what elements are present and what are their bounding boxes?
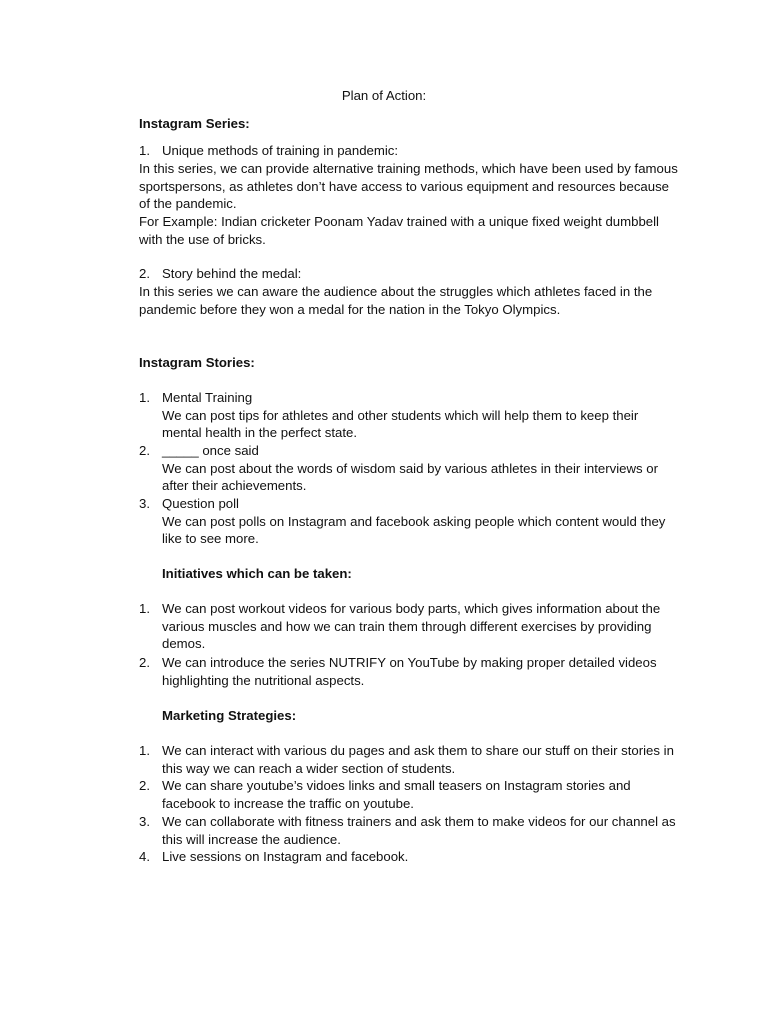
marketing-item-3: We can collaborate with fitness trainers and ask them to make videos for our channel as this will increase the audience. xyxy=(162,814,676,847)
stories-item-2-number: 2. xyxy=(139,443,150,458)
stories-item-3-body: We can post polls on Instagram and facebook asking people which content would they like to see more. xyxy=(162,513,666,547)
series-item-2-title: Story behind the medal: xyxy=(162,266,302,281)
stories-item-1-body: We can post tips for athletes and other students which will help them to keep their mental health in the perfect state. xyxy=(162,407,639,441)
instagram-stories-heading: Instagram Stories: xyxy=(139,355,255,370)
series-item-2-number: 2. xyxy=(139,266,150,281)
initiatives-item-1: We can post workout videos for various body parts, which gives information about the various muscles and how we can train them through different exercises by providing demos. xyxy=(162,601,661,652)
initiatives-item-2-number: 2. xyxy=(139,655,150,670)
marketing-item-4-number: 4. xyxy=(139,849,150,864)
marketing-item-1-number: 1. xyxy=(139,743,150,758)
series-item-1-example: For Example: Indian cricketer Poonam Yadav trained with a unique fixed weight dumbbell with the use of bricks. xyxy=(139,214,659,247)
marketing-item-2-number: 2. xyxy=(139,778,150,793)
initiatives-item-2: We can introduce the series NUTRIFY on YouTube by making proper detailed videos highlighting the nutritional aspects. xyxy=(162,655,657,688)
marketing-item-1: We can interact with various du pages and ask them to share our stuff on their stories in this way we can reach a wider section of students. xyxy=(162,743,674,776)
series-item-1-title: Unique methods of training in pandemic: xyxy=(162,143,399,158)
series-item-1-number: 1. xyxy=(139,143,150,158)
marketing-item-3-number: 3. xyxy=(139,814,150,829)
document-title: Plan of Action: xyxy=(341,88,427,103)
stories-item-2 xyxy=(162,442,678,495)
marketing-item-2: We can share youtube’s vidoes links and small teasers on Instagram stories and facebook to increase the traffic on youtube. xyxy=(162,778,631,811)
stories-item-1-title: Mental Training xyxy=(162,390,253,405)
marketing-item-4: Live sessions on Instagram and facebook. xyxy=(162,849,409,864)
stories-item-3-title: Question poll xyxy=(162,496,239,511)
marketing-heading: Marketing Strategies: xyxy=(162,708,297,723)
stories-item-1 xyxy=(162,389,678,442)
series-item-1-body: In this series, we can provide alternative training methods, which have been used by famous sportspersons, as athletes don’t have access to various equipment and resources because of the pandemic. xyxy=(139,161,678,212)
stories-item-3-number: 3. xyxy=(139,496,150,511)
instagram-series-heading: Instagram Series: xyxy=(139,116,250,131)
stories-item-2-body: We can post about the words of wisdom said by various athletes in their interviews or after their achievements. xyxy=(162,460,658,494)
initiatives-heading: Initiatives which can be taken: xyxy=(162,566,352,581)
series-item-2-body: In this series we can aware the audience about the struggles which athletes faced in the pandemic before they won a medal for the nation in the Tokyo Olympics. xyxy=(139,284,653,317)
stories-item-2-title: _____ once said xyxy=(162,443,259,458)
stories-item-3 xyxy=(162,495,678,548)
stories-item-1-number: 1. xyxy=(139,390,150,405)
initiatives-item-1-number: 1. xyxy=(139,601,150,616)
